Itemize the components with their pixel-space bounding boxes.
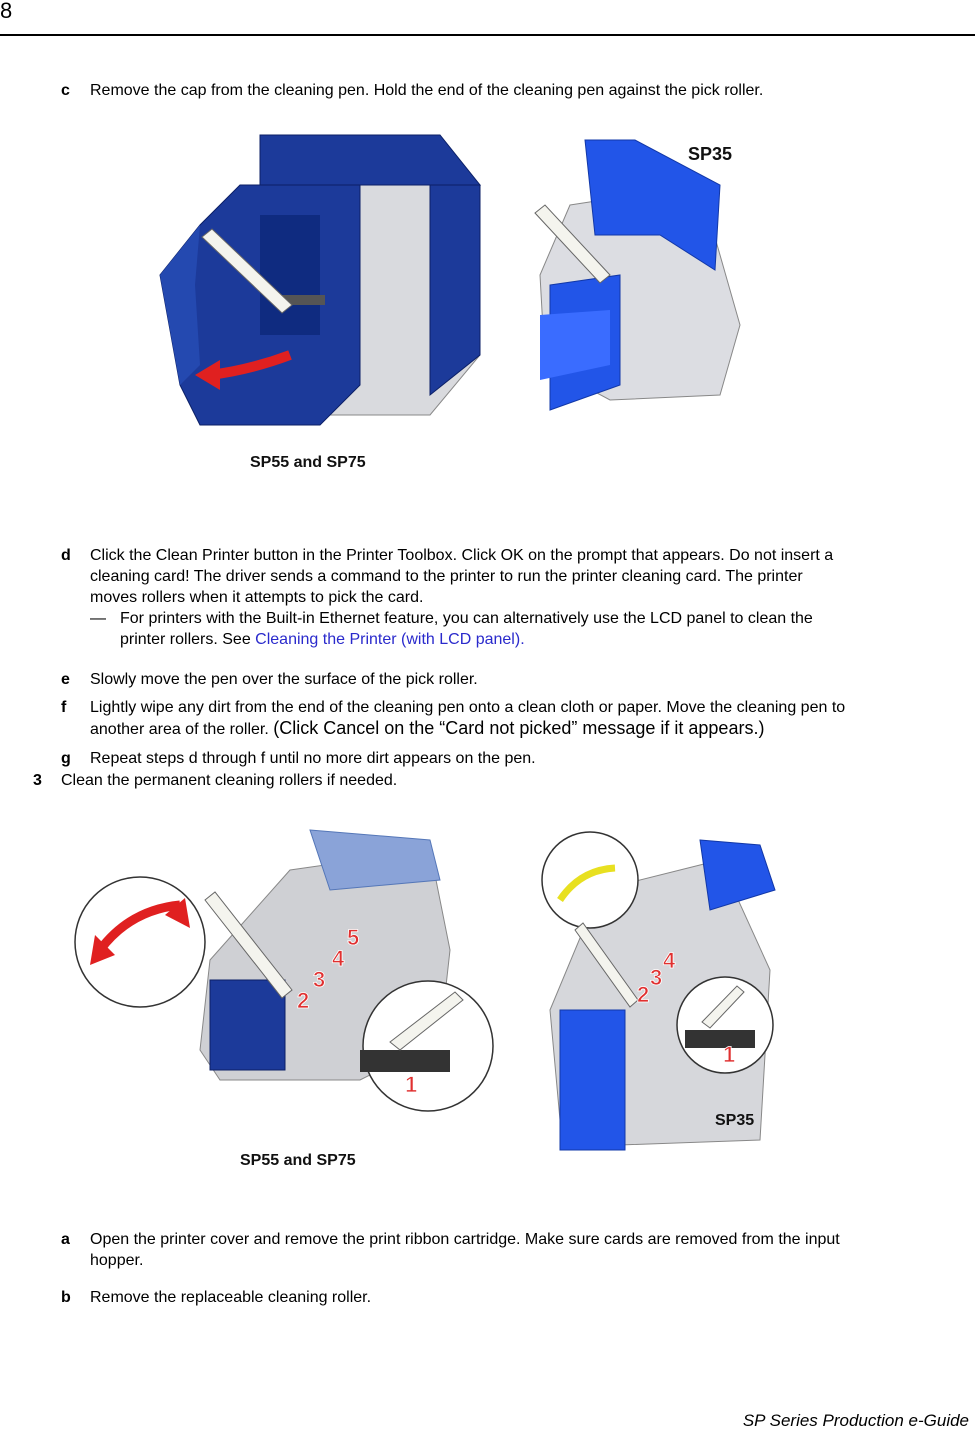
detail-circle-top (542, 832, 638, 928)
roller-number-4: 4 (663, 948, 676, 973)
step-letter: e (61, 671, 70, 688)
step-text-line: Open the printer cover and remove the print ribbon cartridge. Make sure cards are removed from the input (90, 1231, 840, 1248)
step-f (61, 697, 973, 741)
figure2-label-sp35: SP35 (715, 1112, 755, 1129)
step-number: 3 (33, 772, 42, 789)
step-text-emphasis: (Click Cancel on the “Card not picked” message if it appears.) (273, 718, 765, 738)
figure-pick-roller-cleaning (140, 125, 780, 485)
cleaning-printer-link[interactable]: Cleaning the Printer (with LCD panel). (255, 631, 525, 648)
step-letter: f (61, 699, 67, 716)
roller-number-1: 1 (723, 1042, 736, 1067)
roller-number-2: 2 (637, 982, 650, 1007)
sp55-rollers-illustration (75, 830, 493, 1169)
step-text-line: Click the Clean Printer button in the Printer Toolbox. Click OK on the prompt that appears. Do not insert a (90, 547, 834, 564)
roller-detail (685, 1030, 755, 1048)
note-text-line: For printers with the Built-in Ethernet feature, you can alternatively use the LCD panel to clean the (120, 610, 813, 627)
roller-number-4: 4 (332, 946, 345, 971)
step-text: Slowly move the pen over the surface of the pick roller. (90, 671, 478, 688)
step-text: Clean the permanent cleaning rollers if needed. (61, 772, 398, 789)
footer-title: SP Series Production e-Guide (742, 1411, 969, 1430)
step-letter: a (61, 1231, 70, 1248)
step-letter: c (61, 82, 70, 99)
step-letter: g (61, 750, 71, 767)
step-text: Remove the cap from the cleaning pen. Hold the end of the cleaning pen against the pick roller. (90, 82, 764, 99)
figure1-label-sp55: SP55 and SP75 (250, 454, 366, 471)
roller-number-3: 3 (313, 967, 326, 992)
sp35-printer-illustration (535, 140, 740, 410)
figure2-label-sp55: SP55 and SP75 (240, 1152, 356, 1169)
sp55-printer-illustration (160, 135, 480, 471)
note-text-prefix: printer rollers. See (120, 631, 256, 648)
step-d (61, 545, 971, 655)
step-letter: d (61, 547, 71, 564)
step-a (61, 1229, 973, 1273)
step-text-line: Lightly wipe any dirt from the end of the cleaning pen onto a clean cloth or paper. Move the cleaning pen to (90, 699, 846, 716)
roller-number-2: 2 (297, 988, 310, 1013)
step-text: Repeat steps d through f until no more dirt appears on the pen. (90, 750, 536, 767)
step-note (90, 608, 970, 650)
step-text-line: hopper. (90, 1252, 144, 1269)
step-text: Remove the replaceable cleaning roller. (90, 1289, 372, 1306)
step-text-line: another area of the roller. (90, 721, 274, 738)
header-rule (0, 34, 975, 36)
roller-detail (360, 1050, 450, 1072)
figure1-label-sp35: SP35 (688, 144, 733, 164)
step-text-line: moves rollers when it attempts to pick the card. (90, 589, 424, 606)
note-dash: — (90, 610, 106, 627)
step-text-line: cleaning card! The driver sends a command to the printer to run the printer cleaning card. The printer (90, 568, 803, 585)
roller-number-3: 3 (650, 965, 663, 990)
detail-circle-right (363, 981, 493, 1111)
figure-permanent-rollers (60, 820, 780, 1180)
roller-number-1: 1 (405, 1072, 418, 1097)
roller-number-5: 5 (347, 925, 360, 950)
sp35-rollers-illustration (542, 832, 775, 1150)
page-number: 8 (0, 0, 13, 23)
step-letter: b (61, 1289, 71, 1306)
